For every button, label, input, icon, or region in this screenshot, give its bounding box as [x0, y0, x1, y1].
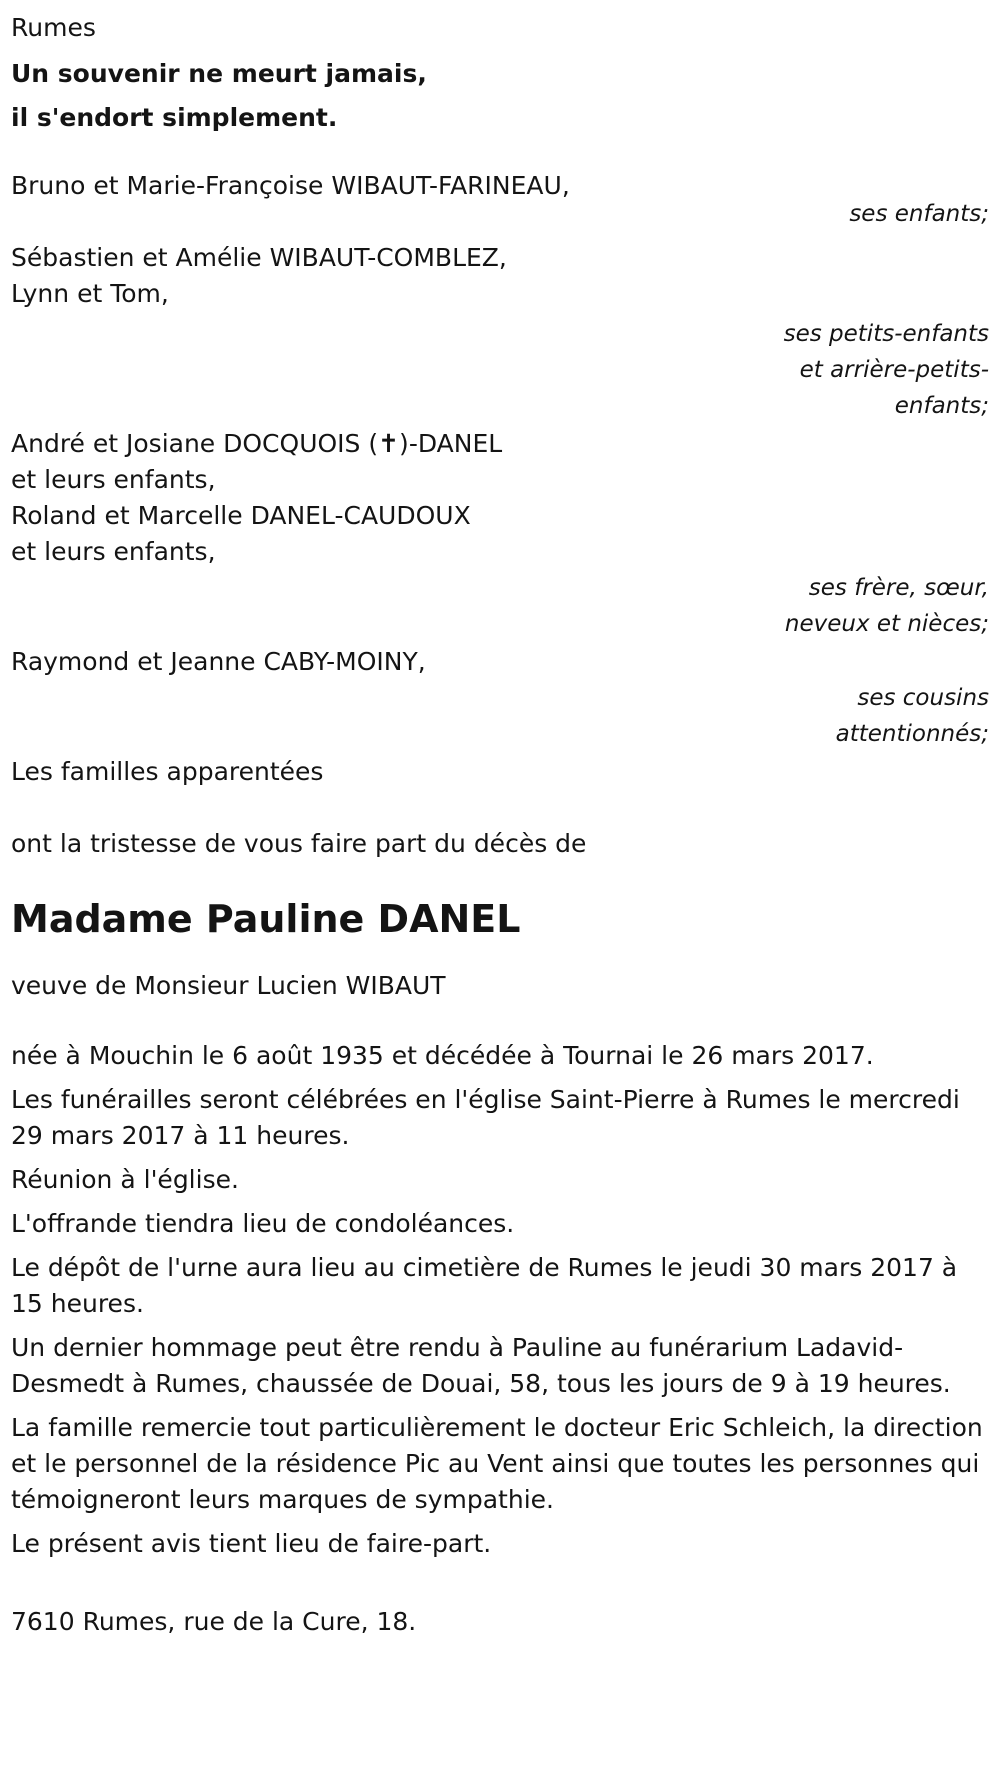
siblings-line-2: et leurs enfants,	[11, 465, 216, 494]
siblings-role: ses frère, sœur, neveux et nièces;	[784, 575, 989, 637]
siblings-line-3: Roland et Marcelle DANEL-CAUDOUX	[11, 501, 471, 530]
children-role: ses enfants;	[849, 201, 989, 227]
town: Rumes	[11, 13, 96, 42]
relatives: Les familles apparentées	[11, 757, 324, 786]
urn-deposit: Le dépôt de l'urne aura lieu au cimetière de Rumes le jeudi 30 mars 2017 à 15 heures.	[11, 1253, 958, 1318]
thanks: La famille remercie tout particulièrement le docteur Eric Schleich, la direction et le personnel de la résidence Pic au Vent ainsi que toutes les personnes qui témoigneront leurs marques de sympathie.	[11, 1413, 983, 1514]
meeting: Réunion à l'église.	[11, 1165, 239, 1194]
siblings-line-4: et leurs enfants,	[11, 537, 216, 566]
offering: L'offrande tiendra lieu de condoléances.	[11, 1209, 515, 1238]
funeral-details: Les funérailles seront célébrées en l'église Saint-Pierre à Rumes le mercredi 29 mars 2017 à 11 heures.	[11, 1085, 960, 1150]
children-names: Bruno et Marie-Françoise WIBAUT-FARINEAU,	[11, 171, 570, 200]
cousins-role: ses cousins attentionnés;	[835, 685, 989, 747]
siblings-line-1: André et Josiane DOCQUOIS (✝)-DANEL	[11, 429, 503, 458]
quote-line-1: Un souvenir ne meurt jamais,	[11, 59, 427, 88]
address: 7610 Rumes, rue de la Cure, 18.	[11, 1607, 417, 1636]
grandchildren-line-1: Sébastien et Amélie WIBAUT-COMBLEZ,	[11, 243, 507, 272]
grandchildren-role: ses petits-enfants et arrière-petits- enfants;	[783, 321, 989, 419]
tribute: Un dernier hommage peut être rendu à Pauline au funérarium Ladavid-Desmedt à Rumes, chaussée de Douai, 58, tous les jours de 9 à 19 heures.	[11, 1333, 951, 1398]
deceased-name: Madame Pauline DANEL	[11, 897, 521, 941]
widow-of: veuve de Monsieur Lucien WIBAUT	[11, 971, 446, 1000]
quote-line-2: il s'endort simplement.	[11, 103, 338, 132]
cousins-names: Raymond et Jeanne CABY-MOINY,	[11, 647, 426, 676]
birth-death: née à Mouchin le 6 août 1935 et décédée à Tournai le 26 mars 2017.	[11, 1041, 874, 1070]
grandchildren-line-2: Lynn et Tom,	[11, 279, 169, 308]
obituary-notice	[11, 8, 989, 1640]
notice-statement: Le présent avis tient lieu de faire-part.	[11, 1529, 492, 1558]
announcement: ont la tristesse de vous faire part du décès de	[11, 829, 587, 858]
